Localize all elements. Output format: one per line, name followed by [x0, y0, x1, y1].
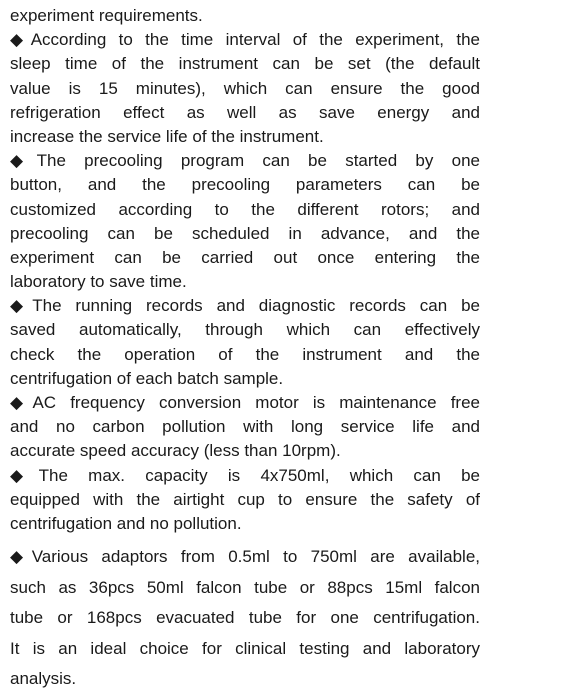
- paragraph-precooling: [10, 149, 480, 294]
- paragraph-capacity: [10, 464, 480, 537]
- text-line: equipped with the airtight cup to ensure the safety of: [10, 489, 480, 509]
- text-line: ◆AC frequency conversion motor is maintenance free: [10, 393, 480, 412]
- paragraph-records: [10, 294, 480, 391]
- text-line: ◆According to the time interval of the experiment, the: [10, 30, 481, 50]
- text-line: ◆The max. capacity is 4x750ml, which can be: [10, 465, 480, 485]
- paragraph-sleep-time: [10, 28, 480, 149]
- diamond-bullet-icon: ◆: [10, 547, 32, 567]
- text-line: experiment requirements.: [10, 6, 203, 25]
- diamond-bullet-icon: ◆: [10, 465, 39, 485]
- text-line: centrifugation of each batch sample.: [10, 368, 284, 388]
- text-line: experiment can be carried out once entering the: [10, 247, 480, 267]
- paragraph-motor: [10, 391, 480, 464]
- text-line: ◆The precooling program can be started by one: [10, 151, 480, 171]
- text-line: button, and the precooling parameters can be: [10, 175, 480, 195]
- text-line: accurate speed accuracy (less than 10rpm).: [10, 441, 341, 461]
- paragraph-adaptors: [10, 542, 480, 695]
- diamond-bullet-icon: ◆: [10, 296, 33, 316]
- diamond-bullet-icon: ◆: [10, 151, 37, 171]
- text-line: increase the service life of the instrument.: [10, 126, 324, 146]
- text-line: tube or 168pcs evacuated tube for one centrifugation.: [10, 608, 480, 628]
- text-line: refrigeration effect as well as save energy and: [10, 102, 480, 122]
- text-line: sleep time of the instrument can be set (the default: [10, 54, 480, 74]
- text-line: and no carbon pollution with long service life and: [10, 417, 480, 437]
- text-line: ◆Various adaptors from 0.5ml to 750ml are available,: [10, 547, 480, 567]
- text-line: saved automatically, through which can effectively: [10, 320, 480, 340]
- diamond-bullet-icon: ◆: [10, 30, 31, 50]
- paragraph-continuation: [10, 4, 480, 28]
- text-line: customized according to the different rotors; and: [10, 199, 480, 219]
- text-line: ◆The running records and diagnostic records can be: [10, 296, 480, 316]
- text-line: analysis.: [10, 669, 77, 689]
- text-line: It is an ideal choice for clinical testing and laboratory: [10, 638, 480, 658]
- diamond-bullet-icon: ◆: [10, 393, 33, 412]
- text-line: such as 36pcs 50ml falcon tube or 88pcs 15ml falcon: [10, 577, 480, 597]
- text-line: centrifugation and no pollution.: [10, 513, 242, 533]
- text-line: check the operation of the instrument and the: [10, 344, 480, 364]
- text-line: value is 15 minutes), which can ensure the good: [10, 78, 480, 98]
- text-line: laboratory to save time.: [10, 272, 187, 292]
- text-line: precooling can be scheduled in advance, and the: [10, 223, 480, 243]
- document-body: [10, 4, 480, 695]
